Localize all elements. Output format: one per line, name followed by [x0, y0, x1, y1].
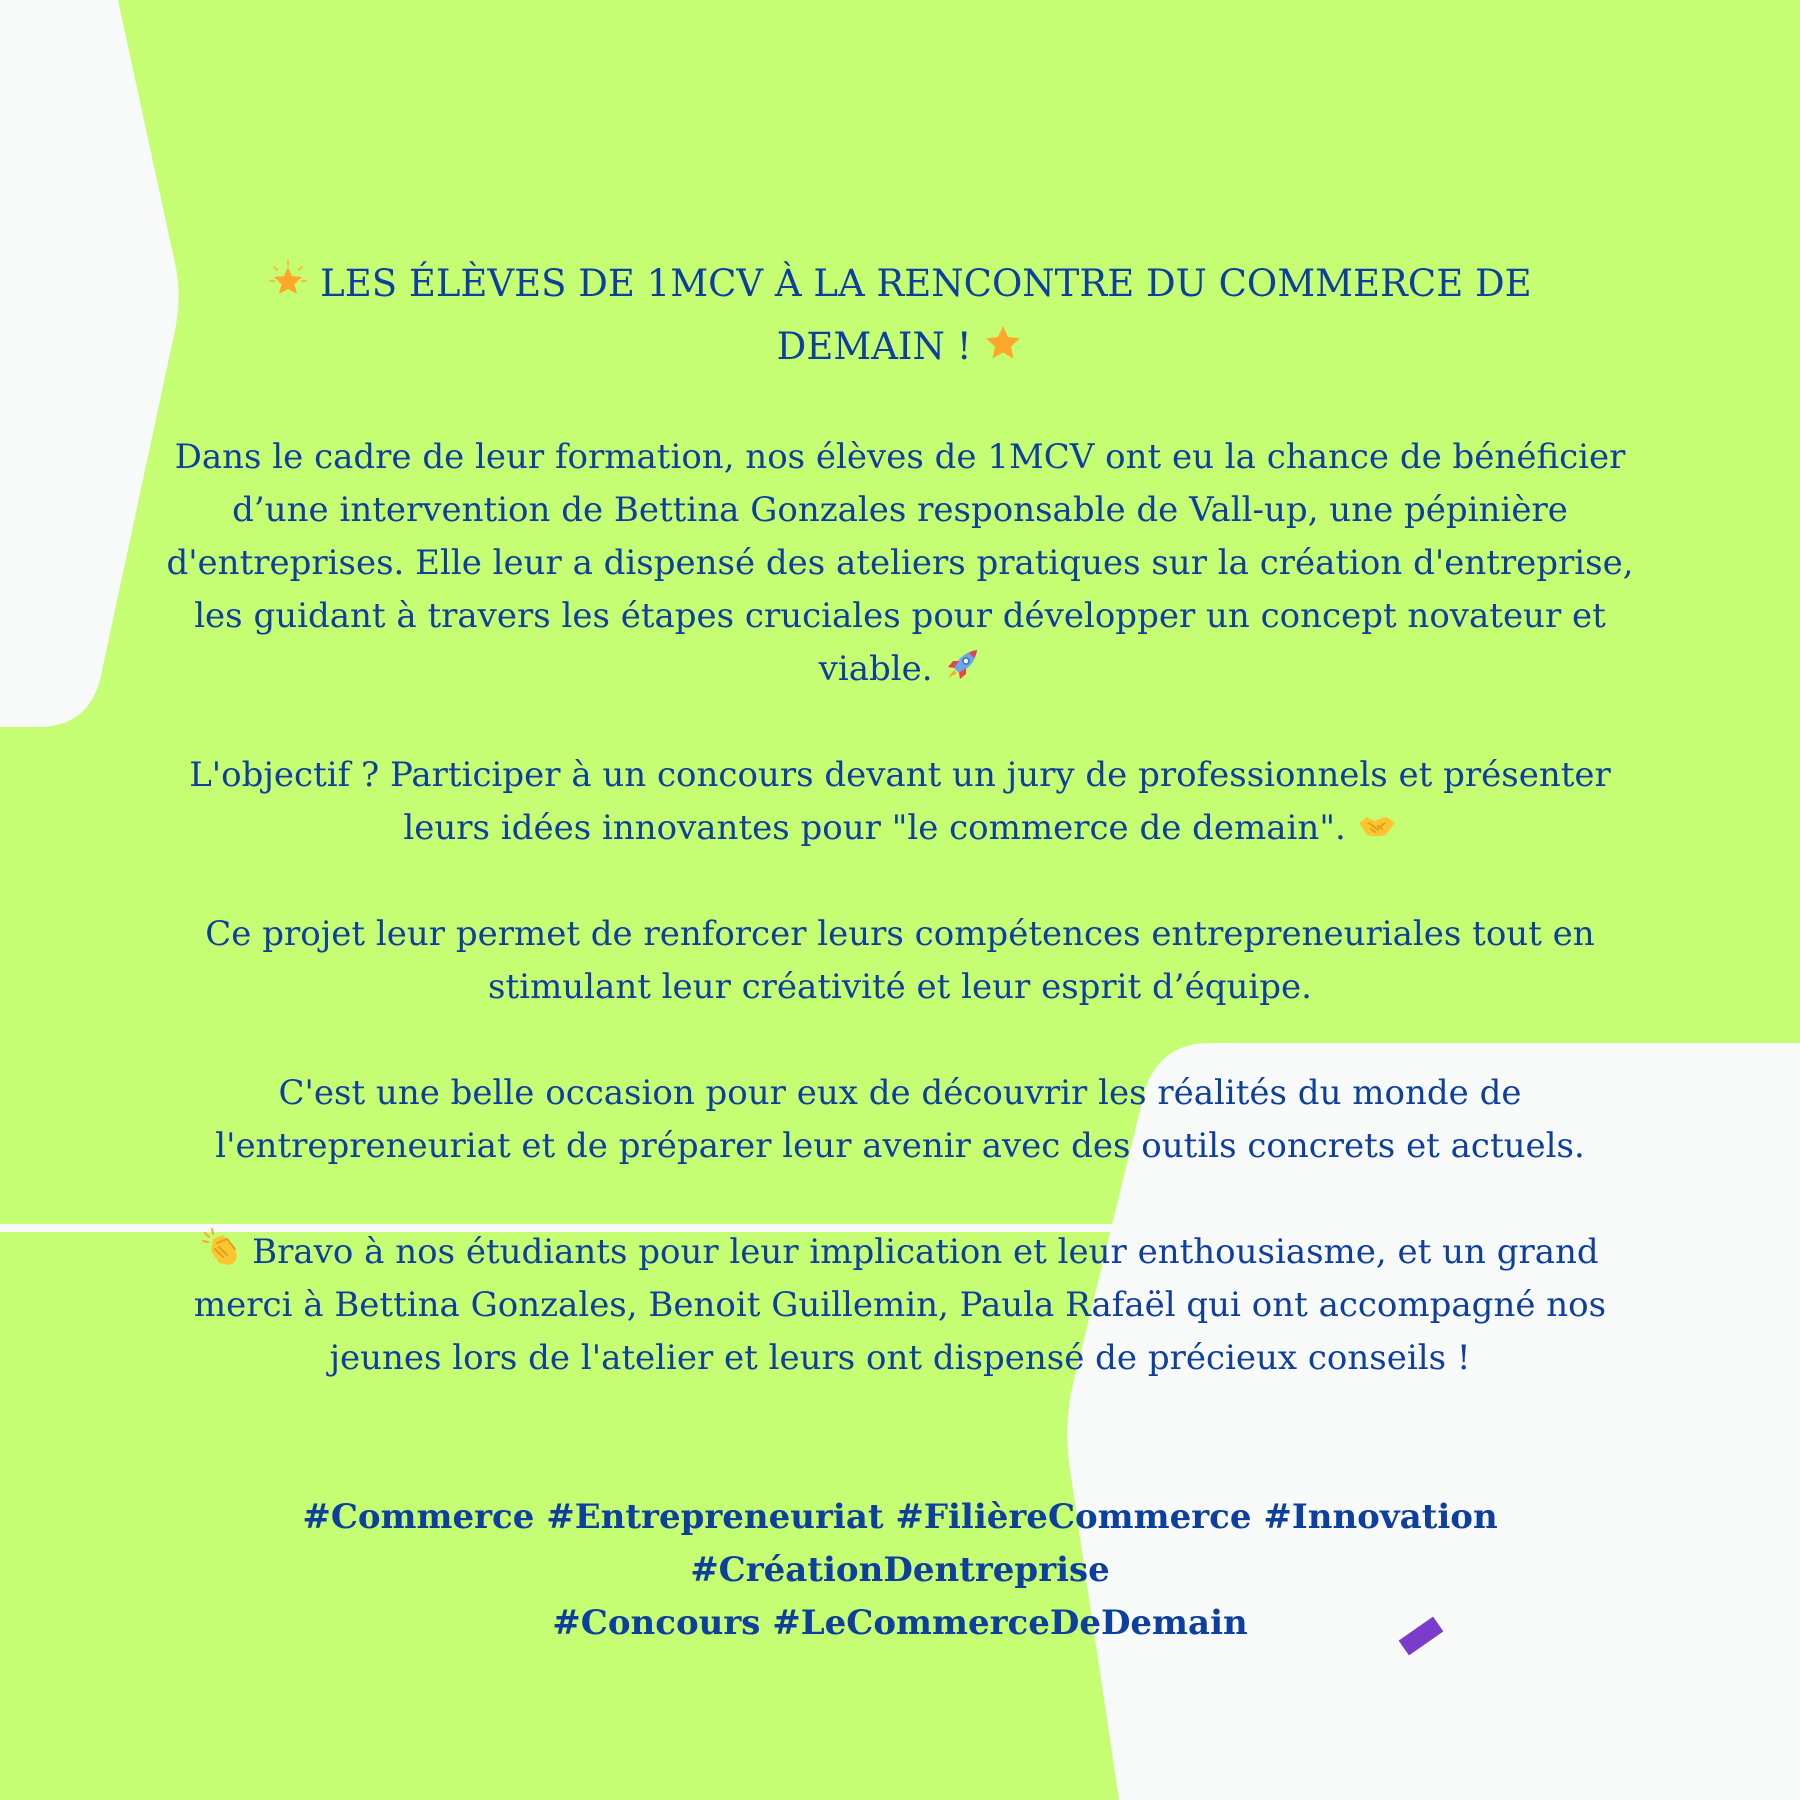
title-line-2: DEMAIN ! [776, 325, 972, 368]
text-line: C'est une belle occasion pour eux de découvrir les réalités du monde de [278, 1073, 1522, 1113]
paragraph-project [100, 908, 1700, 1014]
spacer [100, 378, 1700, 431]
paragraph-objective [100, 749, 1700, 855]
text-line: Ce projet leur permet de renforcer leurs compétences entrepreneuriales tout en [205, 914, 1595, 954]
text-line: merci à Bettina Gonzales, Benoit Guillemin, Paula Rafaël qui ont accompagné nos [193, 1285, 1607, 1325]
clapping-hands-icon [201, 1227, 241, 1267]
text-line: stimulant leur créativité et leur esprit d’équipe. [488, 967, 1312, 1007]
post-title [100, 252, 1700, 378]
text-line: leurs idées innovantes pour "le commerce de demain". [403, 808, 1346, 848]
text-line: jeunes lors de l'atelier et leurs ont dispensé de précieux conseils ! [329, 1338, 1471, 1378]
text-line: Bravo à nos étudiants pour leur implication et leur enthousiasme, et un grand [252, 1232, 1599, 1272]
text-line: Dans le cadre de leur formation, nos élèves de 1MCV ont eu la chance de bénéficier [174, 437, 1626, 477]
spacer [100, 1173, 1700, 1226]
handshake-icon [1357, 809, 1397, 843]
hashtag-line[interactable]: #Commerce #Entrepreneuriat #FilièreCommerce #Innovation #CréationDentreprise [302, 1497, 1498, 1590]
paragraph-intro [100, 431, 1700, 696]
text-line: d’une intervention de Bettina Gonzales responsable de Vall-up, une pépinière [232, 490, 1568, 530]
spacer [100, 1385, 1700, 1491]
text-line: les guidant à travers les étapes cruciales pour développer un concept novateur et [194, 596, 1606, 636]
text-line: l'entrepreneuriat et de préparer leur avenir avec des outils concrets et actuels. [215, 1126, 1585, 1166]
hashtags [100, 1491, 1700, 1650]
spacer [100, 696, 1700, 749]
paragraph-opportunity [100, 1067, 1700, 1173]
text-line: d'entreprises. Elle leur a dispensé des ateliers pratiques sur la création d'entreprise, [166, 543, 1634, 583]
paragraph-thanks [100, 1226, 1700, 1385]
text-line: L'objectif ? Participer à un concours devant un jury de professionnels et présenter [189, 755, 1611, 795]
spacer [100, 855, 1700, 908]
post-content [100, 252, 1700, 1650]
text-line: viable. [818, 649, 933, 689]
spacer [100, 1014, 1700, 1067]
rocket-icon [943, 646, 981, 684]
title-line-1: LES ÉLÈVES DE 1MCV À LA RENCONTRE DU COMMERCE DE [320, 262, 1532, 305]
hashtag-line[interactable]: #Concours #LeCommerceDeDemain [552, 1603, 1248, 1643]
star-icon [983, 323, 1023, 363]
glowing-star-icon [268, 260, 308, 300]
